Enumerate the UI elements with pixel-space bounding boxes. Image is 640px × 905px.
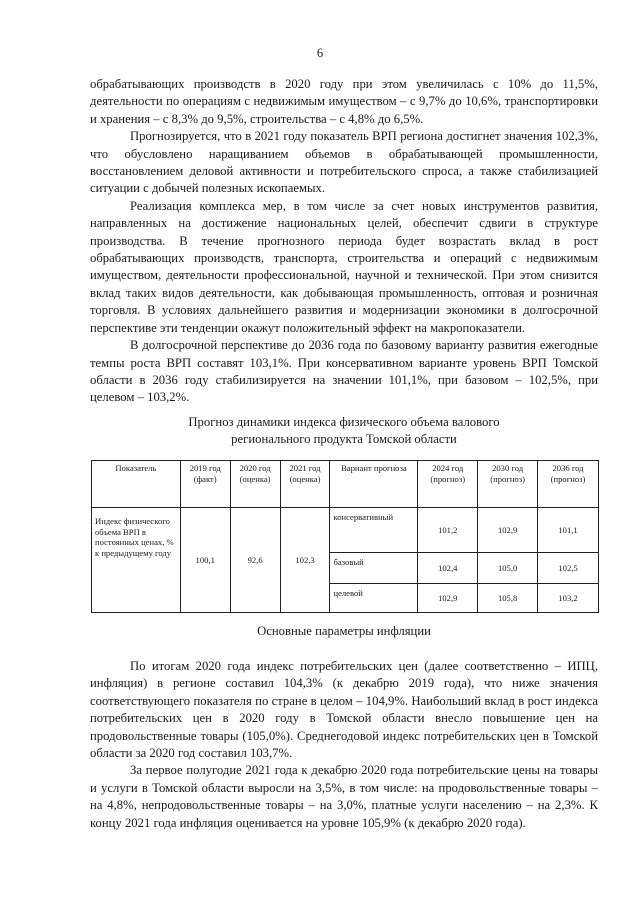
gdp-forecast-table <box>91 460 599 613</box>
header-indicator: Показатель <box>92 461 181 508</box>
page-number: 6 <box>316 46 324 60</box>
value-2019: 100,1 <box>180 508 230 613</box>
cell-2024: 102,9 <box>418 584 478 613</box>
table-row <box>92 508 599 553</box>
paragraph: В долгосрочной перспективе до 2036 года по базовому варианту развития ежегодные темпы роста ВРП составят 103,1%. При консервативном варианте уровень ВРП Томской области в 2036 году стабилизируется на значении 101,1%, при базовом – 102,5%, при целевом – 103,2%. <box>90 338 598 405</box>
cell-2030: 102,9 <box>478 508 538 553</box>
variant-label: базовый <box>330 553 418 584</box>
variant-label: целевой <box>330 584 418 613</box>
body-text-top <box>90 76 598 407</box>
table-caption <box>90 414 598 449</box>
header-variant: Вариант прогноза <box>330 461 418 508</box>
paragraph: обрабатывающих производств в 2020 году при этом увеличилась с 10% до 11,5%, деятельности по операциям с недвижимым имуществом – с 9,7% до 10,6%, транспортировки и хранения – с 8,3% до 9,5%, строительства – с 4,8% до 6,5%. <box>90 77 598 126</box>
cell-2024: 101,2 <box>418 508 478 553</box>
header-2020: 2020 год (оценка) <box>230 461 280 508</box>
paragraph: За первое полугодие 2021 года к декабрю 2020 года потребительские цены на товары и услуги в Томской области выросли на 3,5%, в том числе: на продовольственные товары – на 4,8%, непродовольственные товары – на 3,0%, платные услуги населению – на 2,3%. К концу 2021 года инфляция оценивается на уровне 105,9% (к декабрю 2020 года). <box>90 763 598 830</box>
header-2019: 2019 год (факт) <box>180 461 230 508</box>
header-2021: 2021 год (оценка) <box>280 461 330 508</box>
cell-2030: 105,8 <box>478 584 538 613</box>
body-text-bottom <box>90 658 598 832</box>
table-caption-line: Прогноз динамики индекса физического объема валового <box>188 415 500 429</box>
indicator-label: Индекс физического объема ВРП в постоянных ценах, % к предыдущему году <box>92 508 181 613</box>
cell-2024: 102,4 <box>418 553 478 584</box>
header-2024: 2024 год (прогноз) <box>418 461 478 508</box>
section-title: Основные параметры инфляции <box>257 624 431 638</box>
value-2021: 102,3 <box>280 508 330 613</box>
table-header-row <box>92 461 599 508</box>
header-2030: 2030 год (прогноз) <box>478 461 538 508</box>
paragraph: По итогам 2020 года индекс потребительских цен (далее соответственно – ИПЦ, инфляция) в регионе составил 104,3% (к декабрю 2019 года), что ниже значения соответствующего показателя по стране в целом – 104,9%. Наибольший вклад в рост индекса потребительских цен в 2020 году в Томской области внесло повышение цен на продовольственные товары (105,0%). Среднегодовой индекс потребительских цен в Томской области за 2020 год составил 103,7%. <box>90 659 598 761</box>
cell-2030: 105,0 <box>478 553 538 584</box>
cell-2036: 103,2 <box>538 584 599 613</box>
header-2036: 2036 год (прогноз) <box>538 461 599 508</box>
paragraph: Прогнозируется, что в 2021 году показатель ВРП региона достигнет значения 102,3%, что обусловлено наращиванием объемов в обрабатывающей промышленности, восстановлением деловой активности и потребительского спроса, а также стабилизацией ситуации с добычей полезных ископаемых. <box>90 129 598 196</box>
paragraph: Реализация комплекса мер, в том числе за счет новых инструментов развития, направленных на достижение национальных целей, обеспечит сдвиги в структуре производства. В течение прогнозного периода будет возрастать вклад в рост обрабатывающих производств, транспорта, строительства и операций с недвижимым имуществом, деятельности профессиональной, научной и технической. При этом снизится вклад таких видов деятельности, как добывающая промышленность, оптовая и розничная торговля. В условиях дальнейшего развития и модернизации экономики в долгосрочной перспективе эти тенденции окажут положительный эффект на макропоказатели. <box>90 198 598 335</box>
value-2020: 92,6 <box>230 508 280 613</box>
variant-label: консервативный <box>330 508 418 553</box>
cell-2036: 102,5 <box>538 553 599 584</box>
table-caption-line: регионального продукта Томской области <box>231 432 457 447</box>
cell-2036: 101,1 <box>538 508 599 553</box>
